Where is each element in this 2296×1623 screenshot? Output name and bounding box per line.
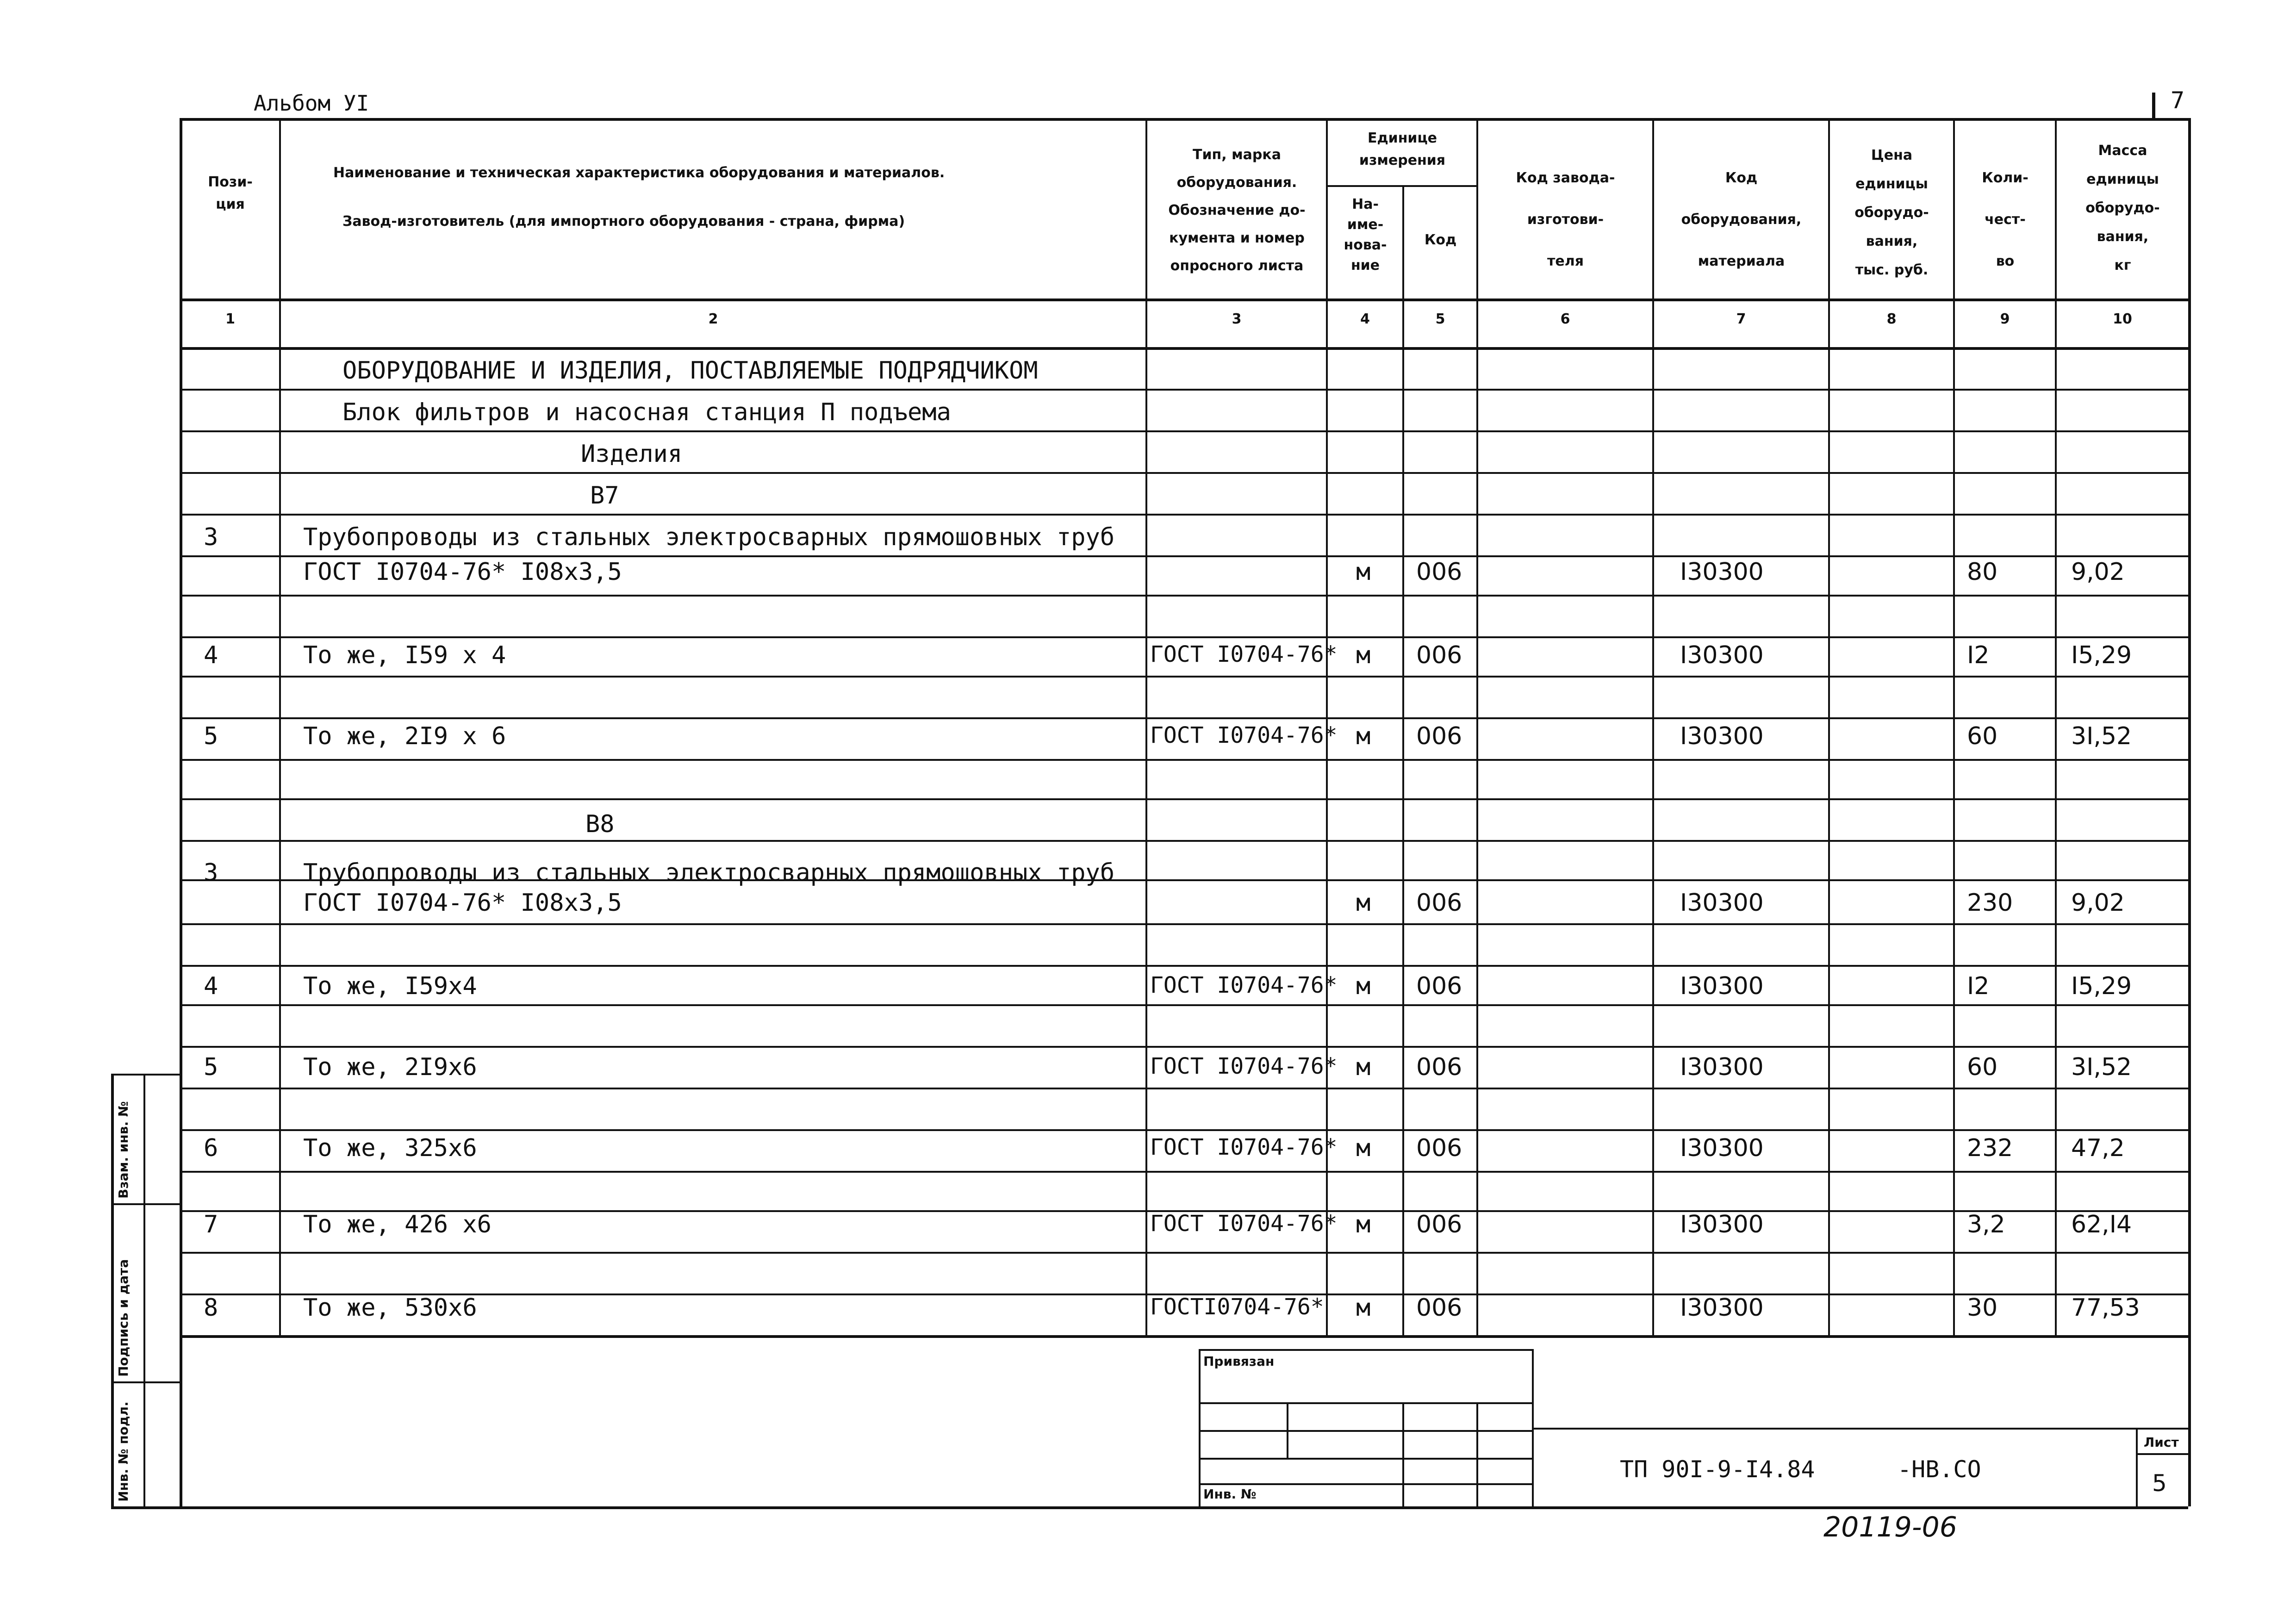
row-2-name: ГОСТ I0704-76* I08х3,5: [303, 558, 622, 586]
row-9-qty: 232: [1967, 1134, 2013, 1162]
row-7-name: То же, I59х4: [303, 972, 477, 1000]
row-6-code: 006: [1416, 889, 1462, 917]
row-separator: [180, 1129, 2188, 1131]
row-7-mass: I5,29: [2071, 972, 2132, 1000]
side-label-signature-date: Подпись и дата: [116, 1259, 131, 1377]
row-6-unit: м: [1356, 889, 1371, 917]
row-8-mat: I30300: [1680, 1053, 1764, 1081]
row-11-unit: м: [1356, 1294, 1371, 1322]
stamp-sheet-left: [2136, 1428, 2138, 1506]
stamp-inv-label: Инв. №: [1203, 1486, 1257, 1502]
side-label-orig-inv: Инв. № подл.: [116, 1401, 131, 1502]
row-3-qty: I2: [1967, 641, 1990, 669]
colnum-3: 3: [1232, 311, 1242, 327]
row-10-qty: 3,2: [1967, 1211, 2005, 1238]
stamp-v-a: [1287, 1402, 1288, 1458]
section-title-b8: В8: [585, 810, 615, 838]
row-2-qty: 80: [1967, 558, 1998, 586]
row-9-type: ГОСТ I0704-76*: [1150, 1134, 1338, 1160]
col-divider-8: [1953, 118, 1955, 1335]
row-separator: [180, 1046, 2188, 1048]
unit-group-line: [1326, 185, 1476, 187]
side-strip-div-2: [111, 1381, 180, 1383]
doc-suffix: -НВ.СО: [1898, 1456, 1981, 1483]
row-separator: [180, 965, 2188, 967]
row-7-mat: I30300: [1680, 972, 1764, 1000]
row-4-pos: 5: [204, 722, 218, 750]
row-3-pos: 4: [204, 641, 218, 669]
row-11-mass: 77,53: [2071, 1294, 2140, 1322]
row-7-qty: I2: [1967, 972, 1990, 1000]
row-separator: [180, 1171, 2188, 1173]
stamp-line-b: [1199, 1430, 1532, 1432]
row-separator: [180, 923, 2188, 925]
row-7-unit: м: [1356, 972, 1371, 1000]
section-title-main: ОБОРУДОВАНИЕ И ИЗДЕЛИЯ, ПОСТАВЛЯЕМЫЕ ПОДРЯДЧИКОМ: [342, 357, 1038, 385]
handwritten-number: 20119-06: [1823, 1511, 1957, 1543]
section-title-products: Изделия: [581, 440, 683, 468]
row-4-type: ГОСТ I0704-76*: [1150, 722, 1338, 748]
header-price: Цена единицы оборудо- вания, тыс. руб.: [1854, 147, 1929, 278]
row-6-name: ГОСТ I0704-76* I08х3,5: [303, 889, 622, 917]
row-9-mass: 47,2: [2071, 1134, 2125, 1162]
row-8-unit: м: [1356, 1053, 1371, 1081]
col-divider-1: [279, 118, 281, 1335]
table-body-bottom: [180, 1335, 2188, 1338]
page-corner-number: 7: [2171, 87, 2185, 114]
row-separator: [180, 472, 2188, 474]
side-strip-inner: [143, 1074, 145, 1506]
row-8-code: 006: [1416, 1053, 1462, 1081]
row-9-unit: м: [1356, 1134, 1371, 1162]
colnum-9: 9: [2000, 311, 2010, 327]
row-2-mat: I30300: [1680, 558, 1764, 586]
row-1-name: Трубопроводы из стальных электросварных прямошовных труб: [303, 523, 1115, 551]
stamp-v-b: [1402, 1402, 1404, 1506]
colnum-10: 10: [2113, 311, 2132, 327]
header-material-code: Код оборудования, материала: [1681, 170, 1802, 269]
col-divider-6: [1652, 118, 1654, 1335]
row-9-pos: 6: [204, 1134, 218, 1162]
colnum-7: 7: [1736, 311, 1746, 327]
stamp-line-c: [1199, 1458, 1532, 1460]
row-7-type: ГОСТ I0704-76*: [1150, 972, 1338, 998]
row-3-unit: м: [1356, 641, 1371, 669]
row-4-code: 006: [1416, 722, 1462, 750]
side-label-replace-inv: Взам. инв. №: [116, 1101, 131, 1199]
row-6-mat: I30300: [1680, 889, 1764, 917]
row-5-name: Трубопроводы из стальных электросварных прямошовных труб: [303, 859, 1115, 887]
row-separator: [180, 798, 2188, 800]
row-separator: [180, 555, 2188, 557]
colnum-bottom-line: [180, 347, 2188, 350]
row-separator: [180, 595, 2188, 597]
row-5-pos: 3: [204, 859, 218, 887]
sheet-bottom-border: [111, 1506, 2188, 1509]
album-label: Альбом УI: [254, 91, 369, 116]
colnum-1: 1: [225, 311, 235, 327]
colnum-8: 8: [1886, 311, 1897, 327]
row-11-type: ГОСТI0704-76*: [1150, 1294, 1324, 1320]
row-8-mass: 3I,52: [2071, 1053, 2132, 1081]
row-3-mass: I5,29: [2071, 641, 2132, 669]
section-title-b7: В7: [590, 482, 619, 510]
stamp-line-d: [1199, 1483, 1532, 1485]
row-separator: [180, 430, 2188, 432]
colnum-5: 5: [1435, 311, 1445, 327]
side-strip-outer: [111, 1074, 114, 1506]
row-10-unit: м: [1356, 1211, 1371, 1238]
row-3-name: То же, I59 х 4: [303, 641, 506, 669]
row-4-qty: 60: [1967, 722, 1998, 750]
corner-mark: [2152, 93, 2155, 118]
side-strip-div-1: [111, 1203, 180, 1205]
row-9-name: То же, 325х6: [303, 1134, 477, 1162]
header-position: Пози- ция: [208, 174, 253, 212]
row-10-mass: 62,I4: [2071, 1211, 2132, 1238]
row-separator: [180, 1088, 2188, 1089]
table-right-border: [2188, 118, 2191, 1335]
section-title-block: Блок фильтров и насосная станция П подъема: [342, 398, 951, 426]
row-3-code: 006: [1416, 641, 1462, 669]
row-3-type: ГОСТ I0704-76*: [1150, 641, 1338, 667]
row-7-pos: 4: [204, 972, 218, 1000]
col-divider-2: [1145, 118, 1147, 1335]
header-bottom-line: [180, 298, 2188, 301]
row-4-mat: I30300: [1680, 722, 1764, 750]
row-10-type: ГОСТ I0704-76*: [1150, 1211, 1338, 1237]
row-1-pos: 3: [204, 523, 218, 551]
header-unit-name: На- име- нова- ние: [1344, 196, 1387, 274]
colnum-2: 2: [708, 311, 718, 327]
row-6-qty: 230: [1967, 889, 2013, 917]
row-11-code: 006: [1416, 1294, 1462, 1322]
header-units-group: Единице измерения: [1359, 130, 1446, 168]
row-separator: [180, 676, 2188, 678]
header-name-line2: Завод-изготовитель (для импортного оборудования - страна, фирма): [342, 213, 905, 230]
table-top-border: [180, 118, 2188, 121]
row-separator: [180, 1004, 2188, 1006]
row-10-code: 006: [1416, 1211, 1462, 1238]
row-8-pos: 5: [204, 1053, 218, 1081]
stamp-sheet-divider: [2136, 1453, 2188, 1455]
sheet-left-border: [180, 1335, 182, 1506]
colnum-4: 4: [1360, 311, 1370, 327]
stamp-linked-label: Привязан: [1203, 1354, 1275, 1369]
row-2-unit: м: [1356, 558, 1371, 586]
sheet-right-border: [2188, 1335, 2191, 1506]
colnum-6: 6: [1560, 311, 1570, 327]
row-separator: [180, 1252, 2188, 1254]
header-name-line1: Наименование и техническая характеристика оборудования и материалов.: [333, 165, 945, 181]
stamp-line-a: [1199, 1402, 1532, 1404]
row-4-unit: м: [1356, 722, 1371, 750]
row-separator: [180, 717, 2188, 719]
row-8-qty: 60: [1967, 1053, 1998, 1081]
row-separator: [180, 759, 2188, 761]
row-10-pos: 7: [204, 1211, 218, 1238]
col-divider-5: [1476, 118, 1478, 1335]
stamp-title-top: [1532, 1428, 2188, 1430]
row-4-name: То же, 2I9 х 6: [303, 722, 506, 750]
sheet-label: Лист: [2144, 1435, 2179, 1450]
row-11-qty: 30: [1967, 1294, 1998, 1322]
row-separator: [180, 389, 2188, 391]
row-10-mat: I30300: [1680, 1211, 1764, 1238]
header-type: Тип, марка оборудования. Обозначение до- кумента и номер опросного листа: [1168, 147, 1306, 274]
row-2-mass: 9,02: [2071, 558, 2125, 586]
row-separator: [180, 636, 2188, 638]
row-11-pos: 8: [204, 1294, 218, 1322]
stamp-linked-left: [1199, 1349, 1201, 1506]
row-11-name: То же, 530х6: [303, 1294, 477, 1322]
row-11-mat: I30300: [1680, 1294, 1764, 1322]
row-8-name: То же, 2I9х6: [303, 1053, 477, 1081]
row-2-code: 006: [1416, 558, 1462, 586]
row-8-type: ГОСТ I0704-76*: [1150, 1053, 1338, 1079]
row-10-name: То же, 426 х6: [303, 1211, 492, 1238]
row-6-mass: 9,02: [2071, 889, 2125, 917]
header-factory-code: Код завода- изготови- теля: [1516, 170, 1615, 269]
row-4-mass: 3I,52: [2071, 722, 2132, 750]
row-9-code: 006: [1416, 1134, 1462, 1162]
stamp-linked-top: [1199, 1349, 1532, 1351]
doc-code: ТП 90I-9-I4.84: [1620, 1456, 1815, 1483]
col-divider-9: [2055, 118, 2057, 1335]
header-unit-code: Код: [1424, 232, 1457, 248]
stamp-v-c: [1476, 1402, 1478, 1506]
row-7-code: 006: [1416, 972, 1462, 1000]
row-separator: [180, 514, 2188, 516]
col-divider-7: [1828, 118, 1830, 1335]
sheet-number: 5: [2152, 1470, 2167, 1497]
header-mass: Масса единицы оборудо- вания, кг: [2085, 143, 2160, 274]
header-quantity: Коли- чест- во: [1982, 170, 2028, 269]
row-3-mat: I30300: [1680, 641, 1764, 669]
row-separator: [180, 840, 2188, 842]
side-strip-top: [111, 1074, 180, 1076]
row-9-mat: I30300: [1680, 1134, 1764, 1162]
